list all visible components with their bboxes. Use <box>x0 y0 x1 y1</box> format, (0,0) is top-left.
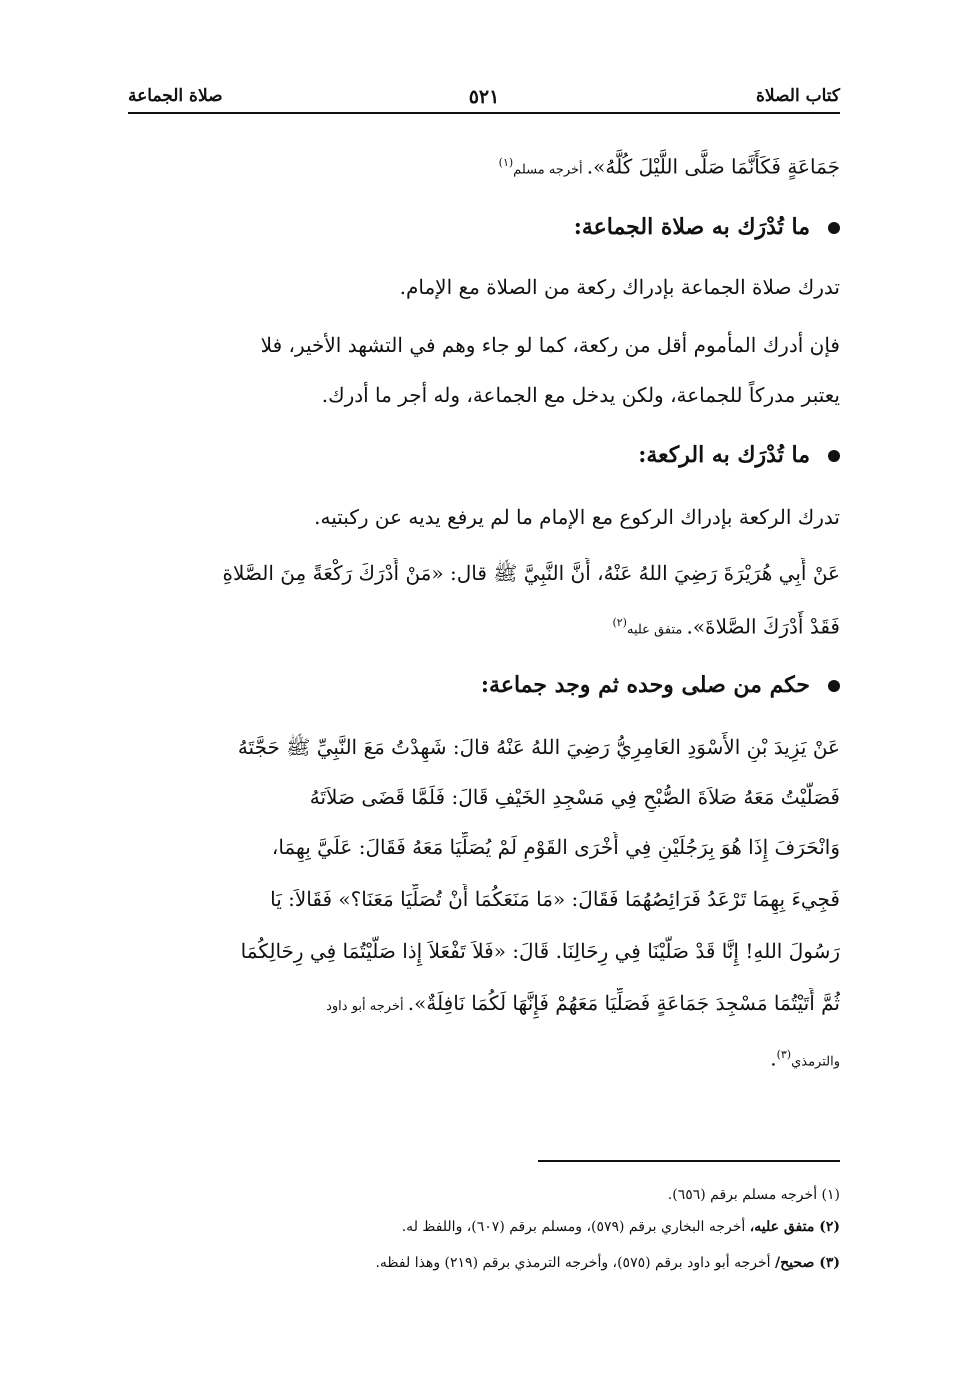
text-line: عَنْ يَزِيدَ بْنِ الأَسْوَدِ العَامِرِيُّ رَضِيَ اللهُ عَنْهُ قالَ: شَهِدْتُ مَعَ النَّبِيِّ ﷺ حَجَّتَهُ <box>237 735 840 759</box>
footnote-label: (٢) متفق عليه، <box>749 1219 840 1235</box>
hadith-text: جَمَاعَةٍ فَكَأَنَّمَا صَلَّى اللَّيْلَ كُلَّهُ». <box>586 154 840 179</box>
period: . <box>770 1046 777 1071</box>
bullet-icon <box>828 450 840 462</box>
text-line <box>128 988 840 1022</box>
section-heading <box>128 212 840 242</box>
footnote-divider <box>538 1160 840 1162</box>
page-number: ٥٢١ <box>468 86 500 108</box>
text-line <box>128 148 840 186</box>
heading-text: ما تُدْرَك به صلاة الجماعة: <box>573 214 810 240</box>
text-line: تدرك صلاة الجماعة بإدراك ركعة من الصلاة مع الإمام. <box>399 275 840 299</box>
book-title: كتاب الصلاة <box>755 86 840 106</box>
text-line: فإن أدرك المأموم أقل من ركعة، كما لو جاء وهم في التشهد الأخير، فلا <box>260 333 840 357</box>
text-line: تدرك الركعة بإدراك الركوع مع الإمام ما لم يرفع يديه عن ركبتيه. <box>314 505 840 529</box>
text-line: فَصَلَّيْتُ مَعَهُ صَلاَةَ الصُّبْحِ فِي مَسْجِدِ الخَيْفِ قَالَ: فَلَمَّا قَضَى صَلاَتَهُ <box>309 785 840 809</box>
text-line <box>128 608 840 646</box>
text-line: رَسُولَ اللهِ! إِنَّا قَدْ صَلَّيْنَا فِي رِحَالِنَا. قَالَ: «فَلاَ تَفْعَلاَ إِذا صَلَّيْتُمَا فِي رِحَالِكُمَا <box>240 939 840 963</box>
citation: والترمذي <box>791 1054 840 1070</box>
citation: أخرجه مسلم <box>513 162 587 178</box>
footnote-ref: (٢) <box>612 616 627 629</box>
footnote-ref: (٣) <box>776 1048 792 1061</box>
chapter-title: صلاة الجماعة <box>128 86 223 106</box>
text-line: عَنْ أَبِي هُرَيْرَةَ رَضِيَ اللهُ عَنْهُ، أَنَّ النَّبِيَّ ﷺ قال: «مَنْ أَدْرَكَ رَكْعَةً مِنَ الصَّلاةِ <box>222 561 840 585</box>
bullet-icon <box>828 680 840 692</box>
footnote-ref: (١) <box>498 156 514 169</box>
citation: أخرجه أبو داود <box>326 999 408 1014</box>
footnote <box>128 1252 840 1274</box>
footnote-text: أخرجه أبو داود برقم (٥٧٥)، وأخرجه الترمذي برقم (٢١٩) وهذا لفظه. <box>375 1255 776 1271</box>
heading-text: ما تُدْرَك به الركعة: <box>638 442 810 468</box>
footnote: (١) أخرجه مسلم برقم (٦٥٦). <box>667 1187 840 1203</box>
text-line <box>128 1040 840 1078</box>
footnote <box>128 1216 840 1238</box>
footnote-text: أخرجه البخاري برقم (٥٧٩)، ومسلم برقم (٦٠٧)، واللفظ له. <box>401 1219 750 1235</box>
hadith-text: فَقَدْ أَدْرَكَ الصَّلاةَ». <box>686 614 840 639</box>
citation: متفق عليه <box>626 622 687 638</box>
bullet-icon <box>828 222 840 234</box>
running-header <box>128 86 840 114</box>
text-line: يعتبر مدركاً للجماعة، ولكن يدخل مع الجماعة، وله أجر ما أدرك. <box>321 383 840 407</box>
heading-text: حكم من صلى وحده ثم وجد جماعة: <box>480 672 810 698</box>
section-heading <box>128 440 840 470</box>
text-line: فَجِيءَ بِهِمَا تَرْعَدُ فَرَائِصُهُمَا فَقَالَ: «مَا مَنَعَكُمَا أَنْ تُصَلِّيَا مَعَنَا؟» فَقَالاَ: يَا <box>270 887 840 911</box>
footnote-label: (٣) صحيح/ <box>775 1255 840 1271</box>
section-heading <box>128 670 840 700</box>
text-line: وَانْحَرَفَ إِذَا هُوَ بِرَجُلَيْنِ فِي أُخْرَى القَوْمِ لَمْ يُصَلِّيَا مَعَهُ فَقَالَ: عَلَيَّ بِهِمَا، <box>271 835 840 859</box>
hadith-text: ثُمَّ أَتَيْتُمَا مَسْجِدَ جَمَاعَةٍ فَصَلِّيَا مَعَهُمْ فَإِنَّهَا لَكُمَا نَافِلَةٌ». <box>407 991 840 1015</box>
